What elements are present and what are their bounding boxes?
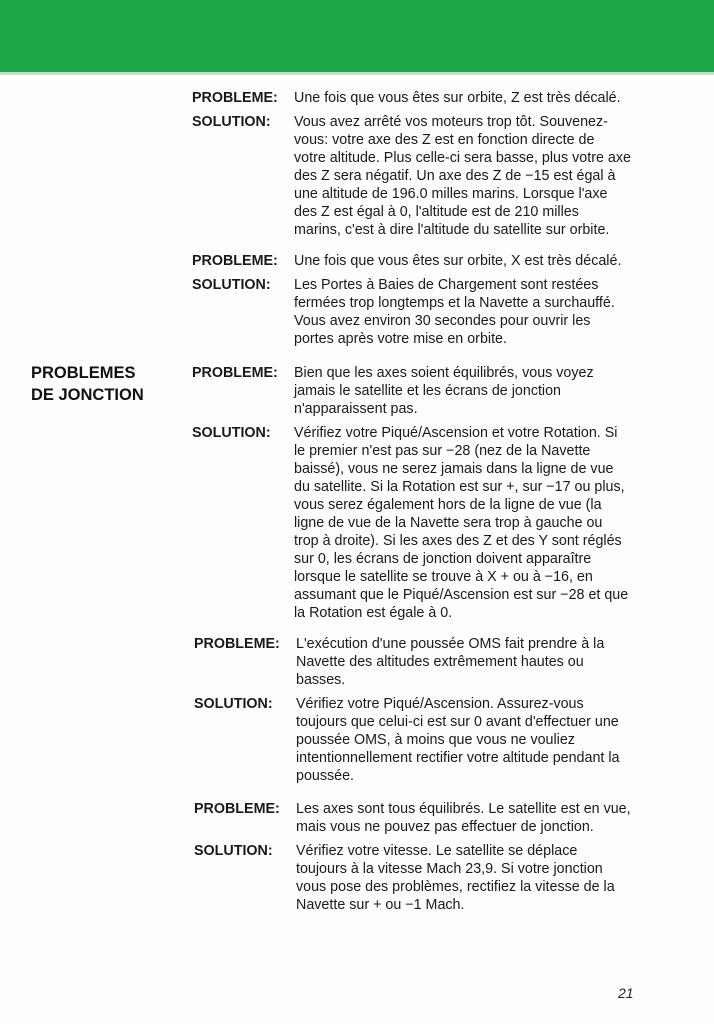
problem-text <box>294 364 684 418</box>
text-line: intentionnellement rectifier votre altitude pendant la <box>296 750 620 766</box>
text-line: du satellite. Si la Rotation est sur +, sur −17 ou plus, <box>294 479 625 495</box>
text-line: vous pose des problèmes, rectifiez la vitesse de la <box>296 879 615 895</box>
problem-text <box>294 89 684 107</box>
text-line: des Z est égal à 0, l'altitude est de 210 milles <box>294 204 579 220</box>
solution-text <box>296 695 686 785</box>
text-line: le premier n'est pas sur −28 (nez de la Navette <box>294 443 591 459</box>
problem-label: PROBLEME: <box>192 90 278 106</box>
text-line: des Z sera négatif. Un axe des Z de −15 est égal à <box>294 168 616 184</box>
section-title <box>31 362 144 406</box>
text-line: poussée OMS, à moins que vous ne vouliez <box>296 732 575 748</box>
page-number: 21 <box>618 985 634 1001</box>
text-line: vous serez également hors de la ligne de vue (la <box>294 497 602 513</box>
text-line: mais vous ne pouvez pas effectuer de jonction. <box>296 819 594 835</box>
problem-text <box>294 252 684 270</box>
text-line: lorsque le satellite se trouve à X + ou à −16, en <box>294 569 593 585</box>
text-line: votre altitude. Plus celle-ci sera basse, plus votre axe <box>294 150 631 166</box>
text-line: trop à droite). Si les axes des Z et des Y sont réglés <box>294 533 622 549</box>
text-line: Navette sur + ou −1 Mach. <box>296 897 465 913</box>
text-line: Navette des altitudes extrêmement hautes ou <box>296 654 584 670</box>
text-line: Une fois que vous êtes sur orbite, Z est très décalé. <box>294 90 621 106</box>
solution-label: SOLUTION: <box>194 843 273 859</box>
text-line: poussée. <box>296 768 355 784</box>
solution-label: SOLUTION: <box>194 696 273 712</box>
solution-text <box>294 424 684 622</box>
text-line: marins, c'est à dire l'altitude du satellite sur orbite. <box>294 222 610 238</box>
text-line: fermées trop longtemps et la Navette a surchauffé. <box>294 295 615 311</box>
text-line: sur 0, les écrans de jonction doivent apparaître <box>294 551 592 567</box>
text-line: Vérifiez votre Piqué/Ascension et votre Rotation. Si <box>294 425 618 441</box>
section-title-line-1: PROBLEMES <box>31 364 136 382</box>
text-line: Vérifiez votre Piqué/Ascension. Assurez-vous <box>296 696 584 712</box>
text-line: la Rotation est égale à 0. <box>294 605 453 621</box>
text-line: baissé), vous ne serez jamais dans la ligne de vue <box>294 461 614 477</box>
solution-label: SOLUTION: <box>192 114 271 130</box>
text-line: Vous avez arrêté vos moteurs trop tôt. Souvenez- <box>294 114 608 130</box>
problem-label: PROBLEME: <box>194 801 280 817</box>
text-line: portes après votre mise en orbite. <box>294 331 507 347</box>
text-line: n'apparaissent pas. <box>294 401 418 417</box>
text-line: L'exécution d'une poussée OMS fait prendre à la <box>296 636 605 652</box>
solution-text <box>296 842 686 914</box>
section-title-line-2: DE JONCTION <box>31 386 144 404</box>
solution-label: SOLUTION: <box>192 425 271 441</box>
text-line: Les Portes à Baies de Chargement sont restées <box>294 277 599 293</box>
text-line: basses. <box>296 672 346 688</box>
text-line: Bien que les axes soient équilibrés, vous voyez <box>294 365 594 381</box>
text-line: assumant que le Piqué/Ascension est sur −28 et que <box>294 587 629 603</box>
problem-label: PROBLEME: <box>194 636 280 652</box>
solution-label: SOLUTION: <box>192 277 271 293</box>
problem-text <box>296 800 686 836</box>
text-line: Vous avez environ 30 secondes pour ouvrir les <box>294 313 591 329</box>
problem-label: PROBLEME: <box>192 365 278 381</box>
text-line: ligne de vue de la Navette sera trop à gauche ou <box>294 515 603 531</box>
text-line: jamais le satellite et les écrans de jonction <box>294 383 562 399</box>
text-line: vous: votre axe des Z est en fonction directe de <box>294 132 595 148</box>
solution-text <box>294 113 684 239</box>
header-color-band <box>0 0 714 72</box>
problem-label: PROBLEME: <box>192 253 278 269</box>
text-line: Les axes sont tous équilibrés. Le satellite est en vue, <box>296 801 631 817</box>
header-band-edge <box>0 72 714 75</box>
text-line: Vérifiez votre vitesse. Le satellite se déplace <box>296 843 578 859</box>
text-line: une altitude de 196.0 milles marins. Lorsque l'axe <box>294 186 608 202</box>
text-line: Une fois que vous êtes sur orbite, X est très décalé. <box>294 253 622 269</box>
text-line: toujours à la vitesse Mach 23,9. Si votre jonction <box>296 861 603 877</box>
solution-text <box>294 276 684 348</box>
text-line: toujours que celui-ci est sur 0 avant d'effectuer une <box>296 714 619 730</box>
problem-text <box>296 635 686 689</box>
